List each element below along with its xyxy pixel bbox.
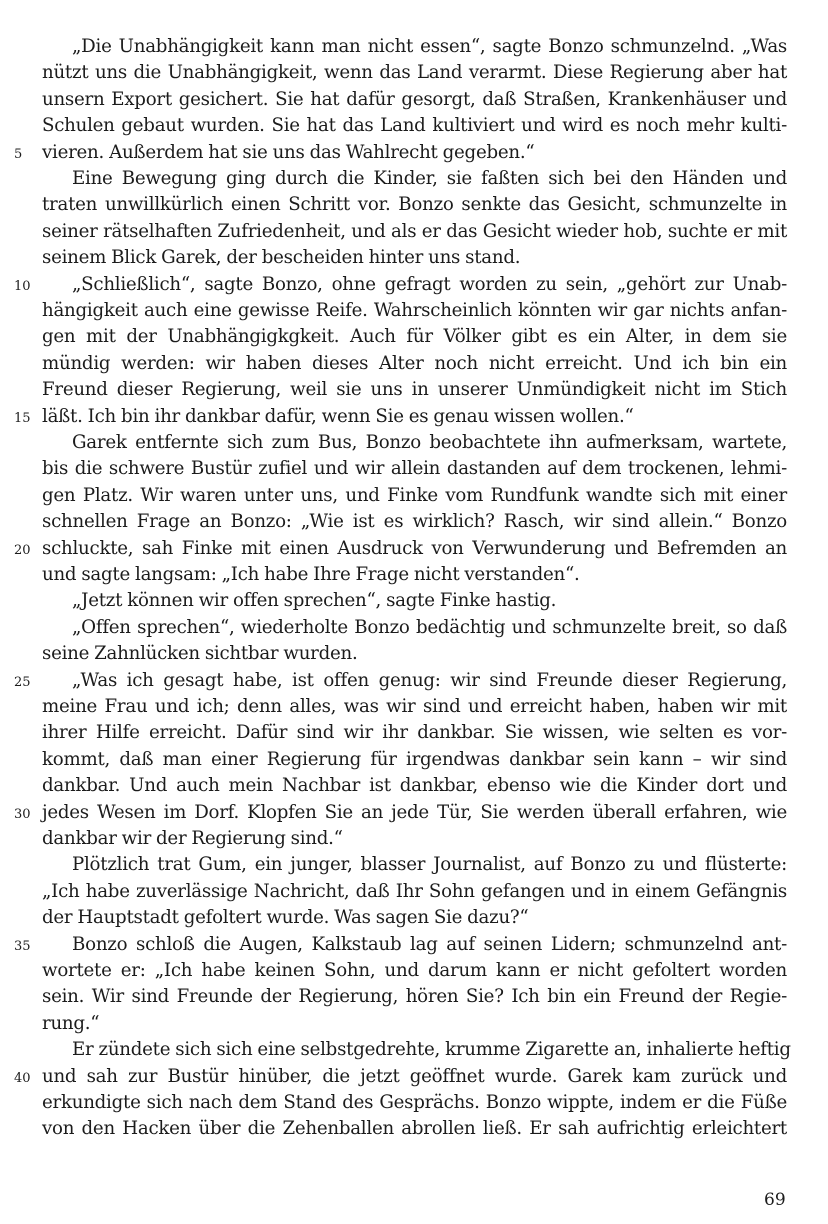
text-line: „Schließlich“, sagte Bonzo, ohne gefragt worden zu sein, „gehört zur Unab-	[72, 273, 787, 295]
text-line: seine Zahnlücken sichtbar wurden.	[42, 643, 358, 665]
text-line: Freund dieser Regierung, weil sie uns in unserer Unmündigkeit nicht im Stich	[42, 379, 787, 401]
text-line: wortete er: „Ich habe keinen Sohn, und darum kann er nicht gefoltert worden	[42, 960, 787, 981]
text-line: hängigkeit auch eine gewisse Reife. Wahrscheinlich könnten wir gar nichts anfan-	[42, 300, 787, 321]
text-line: der Hauptstadt gefoltert wurde. Was sagen Sie dazu?“	[42, 907, 529, 929]
text-line: erkundigte sich nach dem Stand des Gesprächs. Bonzo wippte, indem er die Füße	[42, 1092, 787, 1113]
text-line: Er zündete sich sich eine selbstgedrehte, krumme Zigarette an, inhalierte heftig	[72, 1039, 791, 1061]
line-number: 35	[14, 938, 31, 954]
text-line: gen Platz. Wir waren unter uns, und Finke vom Rundfunk wandte sich mit einer	[42, 484, 787, 506]
text-line: jedes Wesen im Dorf. Klopfen Sie an jede Tür, Sie werden überall erfahren, wie	[42, 801, 787, 823]
text-line: dankbar. Und auch mein Nachbar ist dankbar, ebenso wie die Kinder dort und	[42, 775, 787, 797]
text-line: Plötzlich trat Gum, ein junger, blasser Journalist, auf Bonzo zu und flüsterte:	[72, 854, 787, 876]
text-line: „Offen sprechen“, wiederholte Bonzo bedächtig und schmunzelte breit, so daß	[72, 616, 787, 638]
text-line: rung.“	[42, 1012, 100, 1034]
text-line: von den Hacken über die Zehenballen abrollen ließ. Er sah aufrichtig erleichtert	[42, 1118, 787, 1140]
line-number: 30	[14, 806, 31, 822]
text-line: Garek entfernte sich zum Bus, Bonzo beobachtete ihn aufmerksam, wartete,	[72, 432, 787, 453]
line-number: 40	[14, 1070, 31, 1086]
text-line: traten unwillkürlich einen Schritt vor. Bonzo senkte das Gesicht, schmunzelte in	[42, 194, 787, 216]
text-line: kommt, daß man einer Regierung für irgendwas dankbar sein kann – wir sind	[42, 748, 787, 770]
text-line: dankbar wir der Regierung sind.“	[42, 828, 343, 849]
text-line: bis die schwere Bustür zufiel und wir allein dastanden auf dem trockenen, lehmi-	[42, 458, 787, 480]
text-line: seinem Blick Garek, der bescheiden hinter uns stand.	[42, 247, 521, 269]
line-number: 10	[14, 278, 31, 294]
text-line: sein. Wir sind Freunde der Regierung, hören Sie? Ich bin ein Freund der Regie-	[42, 986, 787, 1008]
line-number: 5	[14, 146, 23, 162]
text-line: mündig werden: wir haben dieses Alter noch nicht erreicht. Und ich bin ein	[42, 352, 787, 374]
line-number: 15	[14, 410, 31, 426]
text-line: „Die Unabhängigkeit kann man nicht essen“, sagte Bonzo schmunzelnd. „Was	[72, 36, 787, 57]
text-line: und sagte langsam: „Ich habe Ihre Frage nicht verstanden“.	[42, 564, 580, 585]
text-line: und sah zur Bustür hinüber, die jetzt geöffnet wurde. Garek kam zurück und	[42, 1065, 787, 1087]
text-line: „Jetzt können wir offen sprechen“, sagte Finke hastig.	[72, 590, 557, 612]
text-line: vieren. Außerdem hat sie uns das Wahlrecht gegeben.“	[42, 141, 535, 163]
page-number: 69	[764, 1190, 786, 1210]
text-line: schluckte, sah Finke mit einen Ausdruck von Verwunderung und Befremden an	[42, 537, 787, 559]
text-line: seiner rätselhaften Zufriedenheit, und als er das Gesicht wieder hob, suchte er mit	[42, 220, 787, 242]
text-line: meine Frau und ich; denn alles, was wir sind und erreicht haben, haben wir mit	[42, 696, 787, 717]
text-line: nützt uns die Unabhängigkeit, wenn das Land verarmt. Diese Regierung aber hat	[42, 62, 787, 84]
line-number: 20	[14, 542, 31, 558]
line-number: 25	[14, 674, 31, 690]
text-line: ihrer Hilfe erreicht. Dafür sind wir ihr dankbar. Sie wissen, wie selten es vor-	[42, 722, 787, 744]
text-line: Schulen gebaut wurden. Sie hat das Land kultiviert und wird es noch mehr kulti-	[42, 115, 787, 137]
text-line: läßt. Ich bin ihr dankbar dafür, wenn Sie es genau wissen wollen.“	[42, 405, 634, 427]
text-line: Bonzo schloß die Augen, Kalkstaub lag auf seinen Lidern; schmunzelnd ant-	[72, 933, 787, 955]
text-line: „Was ich gesagt habe, ist offen genug: wir sind Freunde dieser Regierung,	[72, 669, 787, 691]
text-line: Eine Bewegung ging durch die Kinder, sie faßten sich bei den Händen und	[72, 168, 787, 189]
text-line: „Ich habe zuverlässige Nachricht, daß Ihr Sohn gefangen und in einem Gefängnis	[42, 880, 787, 902]
text-line: unsern Export gesichert. Sie hat dafür gesorgt, daß Straßen, Krankenhäuser und	[42, 88, 787, 110]
text-line: schnellen Frage an Bonzo: „Wie ist es wirklich? Rasch, wir sind allein.“ Bonzo	[42, 511, 787, 533]
text-line: gen mit der Unabhängigkgkeit. Auch für Völker gibt es ein Alter, in dem sie	[42, 326, 787, 348]
